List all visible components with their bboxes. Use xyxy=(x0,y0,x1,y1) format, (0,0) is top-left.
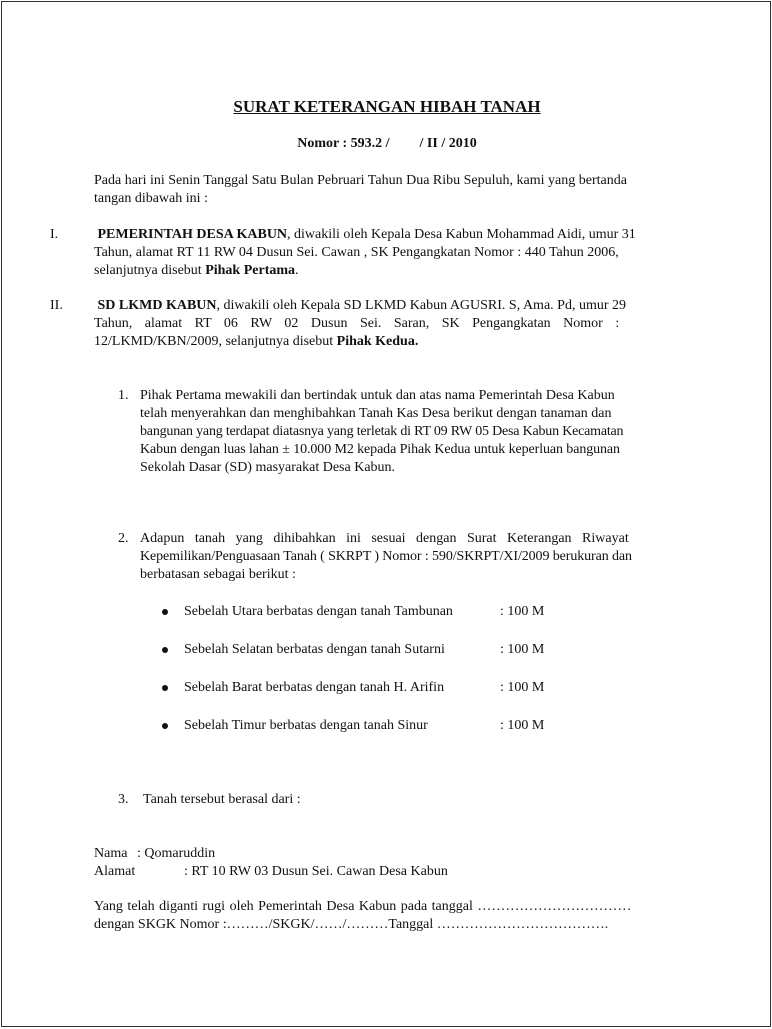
intro-line-2: tangan dibawah ini : xyxy=(94,191,208,206)
party2-role: Pihak Kedua. xyxy=(336,334,419,349)
boundary-label: Sebelah Barat berbatas dengan tanah H. Arifin xyxy=(184,680,445,695)
closing-line-1: Yang telah diganti rugi oleh Pemerintah Desa Kabun pada tanggal …………………………… xyxy=(94,899,632,914)
party1-paragraph: PEMERINTAH DESA KABUN, diwakili oleh Kepala Desa Kabun Mohammad Aidi, umur 31 Tahun, alamat RT 11 RW 04 Dusun Sei. Cawan , SK Pengangkatan Nomor : 440 Tahun 2006, selanjutnya disebut Pihak Pertama. xyxy=(94,226,682,280)
party2-line3: 12/LKMD/KBN/2009, selanjutnya disebut xyxy=(94,334,337,349)
bullet-icon xyxy=(162,647,168,653)
origin-name-label: Nama xyxy=(94,846,128,861)
closing-paragraph xyxy=(94,898,682,934)
item2-paragraph xyxy=(140,530,682,584)
item1-line: Sekolah Dasar (SD) masyarakat Desa Kabun. xyxy=(140,460,396,475)
document-number xyxy=(2,136,772,152)
item1-line: Kabun dengan luas lahan ± 10.000 M2 kepada Pihak Kedua untuk keperluan bangunan xyxy=(140,442,620,457)
origin-address-value: : RT 10 RW 03 Dusun Sei. Cawan Desa Kabun xyxy=(184,864,448,879)
party2-paragraph xyxy=(94,297,682,351)
item1-number: 1. xyxy=(118,388,129,403)
party1-line1: , diwakili oleh Kepala Desa Kabun Mohammad Aidi, umur 31 xyxy=(287,227,636,242)
boundary-label: Sebelah Utara berbatas dengan tanah Tambunan xyxy=(184,604,453,619)
origin-name-value: : Qomaruddin xyxy=(137,846,216,861)
boundary-value: : 100 M xyxy=(500,604,545,619)
party2-name: SD LKMD KABUN xyxy=(97,298,217,313)
intro-line-1: Pada hari ini Senin Tanggal Satu Bulan Pebruari Tahun Dua Ribu Sepuluh, kami yang bertanda xyxy=(94,173,627,188)
item3-text: Tanah tersebut berasal dari : xyxy=(143,792,301,807)
document-page xyxy=(1,1,771,1027)
bullet-icon xyxy=(162,685,168,691)
bullet-icon xyxy=(162,723,168,729)
boundary-value: : 100 M xyxy=(500,642,545,657)
boundary-value: : 100 M xyxy=(500,680,545,695)
closing-line-2: dengan SKGK Nomor :………/SKGK/……/………Tanggal ………………………………. xyxy=(94,917,609,932)
intro-paragraph xyxy=(94,172,682,208)
item1-line: telah menyerahkan dan menghibahkan Tanah Kas Desa berikut dengan tanaman dan xyxy=(140,406,612,421)
item2-line: berbatasan sebagai berikut : xyxy=(140,567,296,582)
item2-number: 2. xyxy=(118,531,129,546)
party1-numeral: I. xyxy=(50,227,59,242)
boundary-value: : 100 M xyxy=(500,718,545,733)
bullet-icon xyxy=(162,609,168,615)
item1-paragraph xyxy=(140,387,682,477)
item1-line: bangunan yang terdapat diatasnya yang terletak di RT 09 RW 05 Desa Kabun Kecamatan xyxy=(140,424,624,439)
item2-line: Adapun tanah yang dihibahkan ini sesuai dengan Surat Keterangan Riwayat xyxy=(140,531,629,546)
party1-role: Pihak Pertama xyxy=(205,263,296,278)
item3-number: 3. xyxy=(118,792,129,807)
party2-numeral: II. xyxy=(50,298,63,313)
document-number-left: Nomor : 593.2 / xyxy=(297,136,390,151)
boundary-label: Sebelah Timur berbatas dengan tanah Sinur xyxy=(184,718,428,733)
boundary-label: Sebelah Selatan berbatas dengan tanah Sutarni xyxy=(184,642,445,657)
origin-address-label: Alamat xyxy=(94,864,136,879)
document-number-right: / II / 2010 xyxy=(419,136,477,151)
party2-line2: Tahun, alamat RT 06 RW 02 Dusun Sei. Saran, SK Pengangkatan Nomor : xyxy=(94,316,620,331)
party1-line2: Tahun, alamat RT 11 RW 04 Dusun Sei. Cawan , SK Pengangkatan Nomor : 440 Tahun 2006, xyxy=(94,245,619,260)
document-title: SURAT KETERANGAN HIBAH TANAH xyxy=(233,97,541,116)
item2-line: Kepemilikan/Penguasaan Tanah ( SKRPT ) Nomor : 590/SKRPT/XI/2009 berukuran dan xyxy=(140,549,632,564)
item1-line: Pihak Pertama mewakili dan bertindak untuk dan atas nama Pemerintah Desa Kabun xyxy=(140,388,615,403)
party1-name: PEMERINTAH DESA KABUN xyxy=(97,227,288,242)
party2-line1: , diwakili oleh Kepala SD LKMD Kabun AGUSRI. S, Ama. Pd, umur 29 xyxy=(216,298,626,313)
party1-line3: selanjutnya disebut xyxy=(94,263,206,278)
